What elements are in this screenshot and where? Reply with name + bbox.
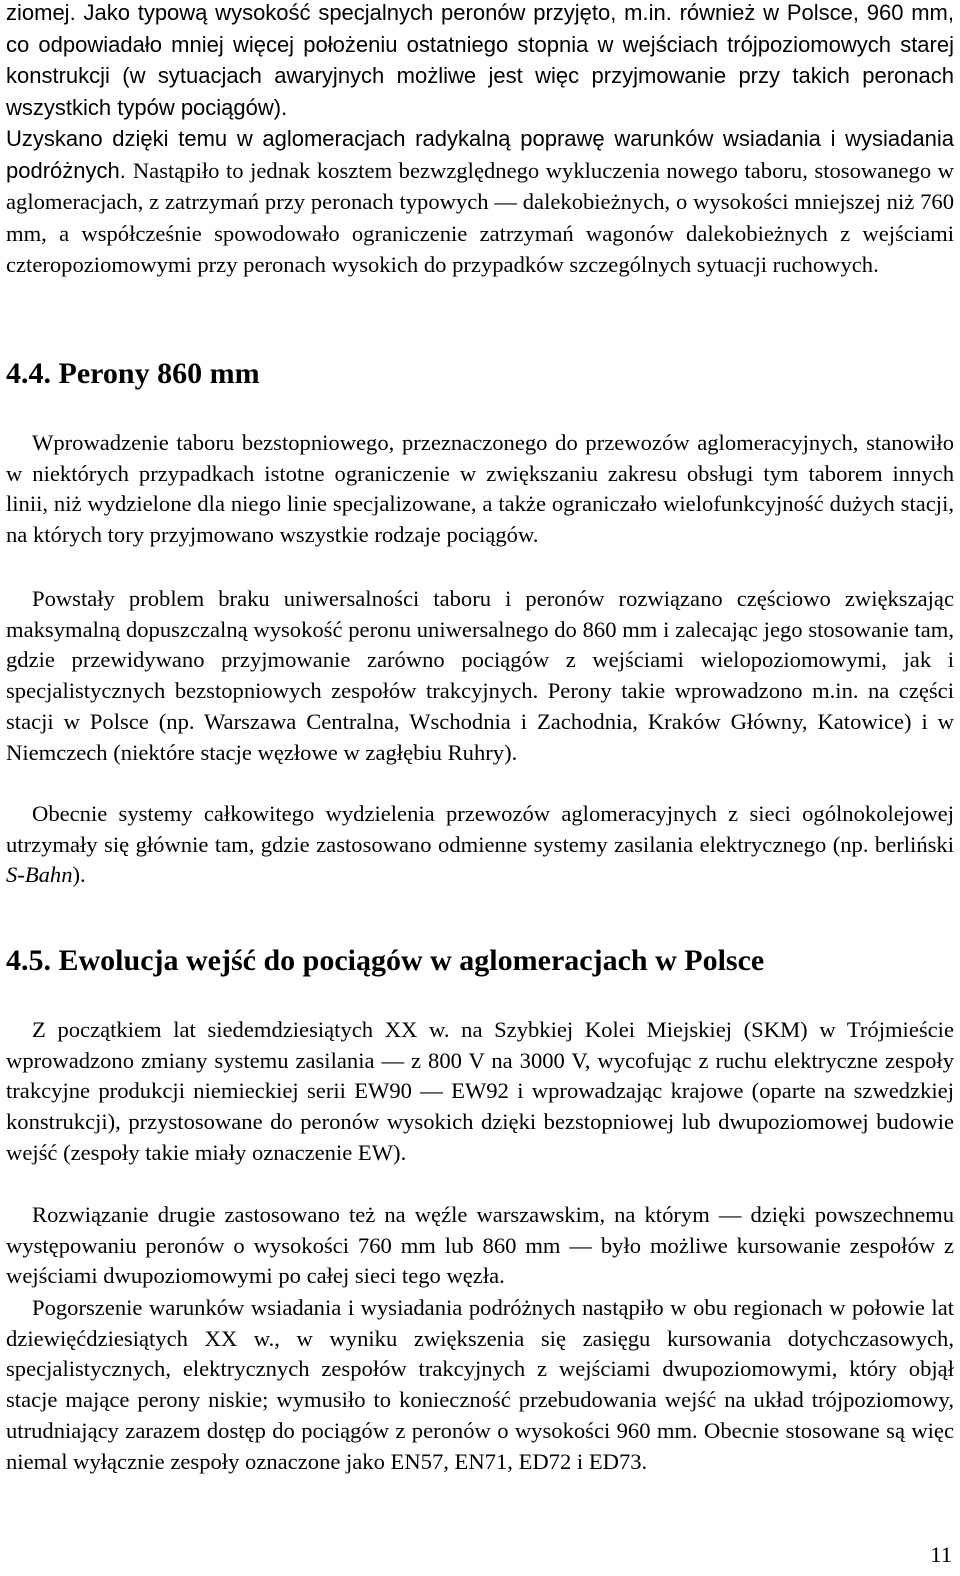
section-4-5-paragraph-1: Z początkiem lat siedemdziesiątych XX w. na Szybkiej Kolei Miejskiej (SKM) w Trójmieście wprowadzono zmiany systemu zasilania — z 800 V na 3000 V, wycofując z ruchu elektryczne zespoły trakcyjne produkcji niemieckiej serii EW90 — EW92 i wprowadzając krajowe (oparte na szwedzkiej konstrukcji), przystosowane do peronów wysokich dzięki bezstopniowej lub dwupoziomowej budowie wejść (zespoły takie miały oznaczenie EW). xyxy=(6,1017,954,1165)
section-4-5-paragraph-3: Pogorszenie warunków wsiadania i wysiadania podróżnych nastąpiło w obu regionach w połowie lat dziewięćdziesiątych XX w., w wyniku zwiększenia się zasięgu kursowania dotychczasowych, specjalistycznych, elektrycznych zespołów trakcyjnych z wejściami dwupoziomowymi, który objął stacje mające perony niskie; wymusiło to konieczność przebudowania wejść na układ trójpoziomowy, utrudniający zarazem dostęp do pociągów z peronów o wysokości 960 mm. Obecnie stosowane są więc niemal wyłącznie zespoły oznaczone jako EN57, EN71, ED72 i ED73. xyxy=(6,1295,954,1474)
intro-paragraph-2-sentence-2: Nastąpiło to jednak kosztem bezwzględnego wykluczenia nowego taboru, stosowanego w aglomeracjach, z zatrzymań przy peronach typowych — dalekobieżnych, o wysokości mniejszej niż 760 mm, a współcześnie spowodowało ograniczenie zatrzymań wagonów dalekobieżnych z wejściami czteropoziomowymi przy peronach wysokich do przypadków szczególnych sytuacji ruchowych. xyxy=(6,157,954,277)
intro-paragraph-2 xyxy=(6,123,954,281)
section-4-4-paragraph-2: Powstały problem braku uniwersalności taboru i peronów rozwiązano częściowo zwiększając maksymalną dopuszczalną wysokość peronu uniwersalnego do 860 mm i zalecając jego stosowanie tam, gdzie przewidywano przyjmowanie zarówno pociągów z wejściami wielopoziomowymi, jak i specjalistycznych bezstopniowych zespołów trakcyjnych. Perony takie wprowadzono m.in. na części stacji w Polsce (np. Warszawa Centralna, Wschodnia i Zachodnia, Kraków Główny, Katowice) i w Niemczech (niektóre stacje węzłowe w zagłębiu Ruhry). xyxy=(6,586,954,765)
intro-paragraph-2-sentence-1: Uzyskano dzięki temu w aglomeracjach radykalną poprawę warunków wsiadania i wysiadania podróżnych. xyxy=(6,126,954,183)
page-number: 11 xyxy=(930,1542,952,1567)
intro-paragraph-1-text: ziomej. Jako typową wysokość specjalnych peronów przyjęto, m.in. również w Polsce, 960 mm, co odpowiadało mniej więcej położeniu ostatniego stopnia w wejściach trójpoziomowych starej konstrukcji (w sytuacjach awaryjnych możliwe jest więc przyjmowanie przy takich peronach wszystkich typów pociągów). xyxy=(6,0,954,120)
section-4-5-heading: 4.5. Ewolucja wejść do pociągów w aglomeracjach w Polsce xyxy=(6,944,765,977)
section-4-4-paragraph-3 xyxy=(6,799,954,891)
section-4-5-paragraph-2: Rozwiązanie drugie zastosowano też na węźle warszawskim, na którym — dzięki powszechnemu występowaniu peronów o wysokości 760 mm lub 860 mm — było możliwe kursowanie zespołów z wejściami dwupoziomowymi po całej sieci tego węzła. xyxy=(6,1202,954,1289)
section-4-4-paragraph-1: Wprowadzenie taboru bezstopniowego, przeznaczonego do przewozów aglomeracyjnych, stanowiło w niektórych przypadkach istotne ograniczenie w zwiększaniu zakresu obsługi tym taborem innych linii, niż wydzielone dla niego linie specjalizowane, a także ograniczało wielofunkcyjność dużych stacji, na których tory przyjmowano wszystkie rodzaje pociągów. xyxy=(6,430,954,548)
section-4-4-paragraph-3-end: ). xyxy=(72,862,86,888)
intro-paragraph-1 xyxy=(6,0,954,123)
s-bahn-term: S-Bahn xyxy=(6,862,73,888)
section-4-4-paragraph-3-text: Obecnie systemy całkowitego wydzielenia przewozów aglomeracyjnych z sieci ogólnokolejowej utrzymały się głównie tam, gdzie zastosowano odmienne systemy zasilania elektrycznego (np. berliński xyxy=(6,801,954,857)
section-4-4-heading: 4.4. Perony 860 mm xyxy=(6,357,260,390)
